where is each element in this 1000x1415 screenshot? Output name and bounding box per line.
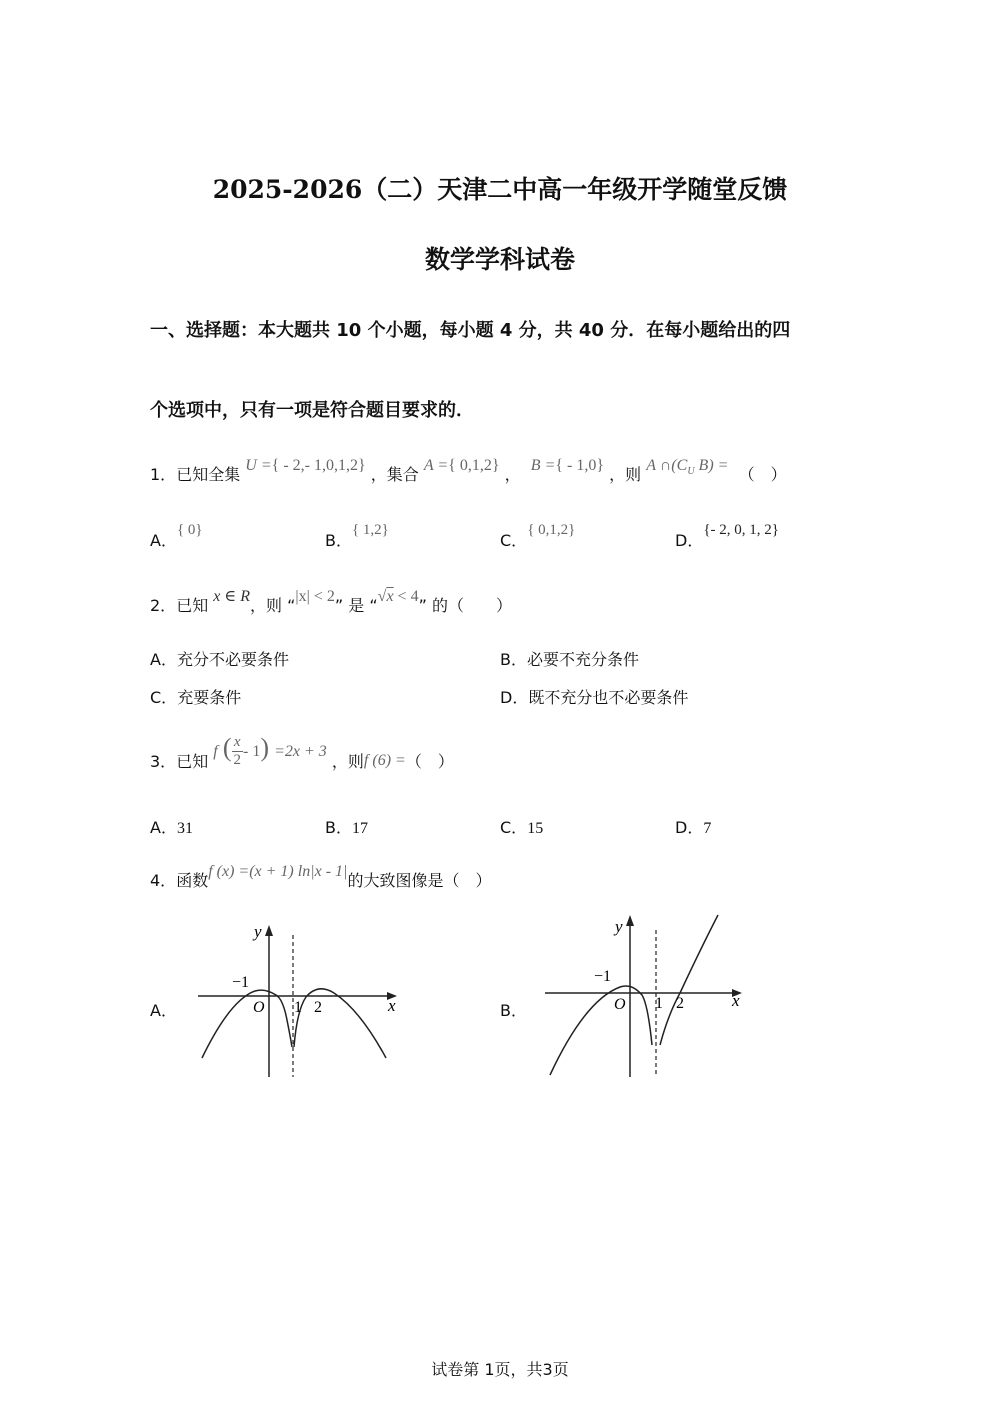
math-fraction: $\frac{x}{2}$: [233, 734, 242, 768]
math-U: U =: [245, 457, 272, 474]
option-label: B．: [325, 531, 352, 550]
q3-option-a: [150, 815, 193, 838]
question-text: ，: [504, 465, 521, 484]
graph-a: [190, 915, 410, 1085]
math-p1: |x| < 2: [295, 588, 335, 605]
question-3: 3．已知 f ( $\frac{x}{2}$ - 1) =2x + 3 ，则f (6) =（ ）: [150, 733, 454, 771]
option-label: D．: [675, 531, 704, 550]
question-text: 函数: [176, 871, 209, 890]
option-label: C．: [150, 688, 178, 707]
option-label: A．: [150, 818, 177, 837]
option-label: C．: [500, 531, 528, 550]
quote-close: ”: [334, 596, 344, 615]
y-label: y: [615, 917, 623, 936]
q1-option-b: [325, 522, 389, 551]
question-text: 已知全集: [176, 465, 241, 484]
option-value: {- 2, 0, 1, 2}: [703, 522, 779, 538]
question-number: 4．: [150, 871, 177, 890]
math-minus-one: - 1: [243, 743, 261, 760]
option-value: { 1,2}: [351, 522, 389, 538]
question-text: ，集合: [370, 465, 419, 484]
option-label: C．: [500, 818, 528, 837]
q2-option-d: [500, 685, 688, 708]
x-label: x: [732, 991, 740, 1010]
option-value: { 0}: [176, 522, 203, 538]
option-text: 充要条件: [177, 688, 242, 707]
q3-option-d: [675, 815, 711, 838]
tick-2: 2: [314, 999, 322, 1016]
quote-close: ”: [418, 596, 427, 615]
q4-option-b-label: B．: [500, 1001, 527, 1020]
option-label: A．: [150, 650, 177, 669]
question-number: 2．: [150, 596, 177, 615]
y-axis-arrow-icon: [265, 925, 273, 936]
q4-option-a-label: A．: [150, 1001, 177, 1020]
origin-label: O: [253, 999, 265, 1016]
option-value: 31: [176, 820, 193, 837]
math-p2: < 4: [393, 588, 419, 605]
q2-option-b: [500, 647, 639, 670]
math-A: A =: [423, 457, 449, 474]
section-heading-line1: 一、选择题：本大题共 10 个小题，每小题 4 分，共 40 分．在每小题给出的四: [150, 320, 791, 341]
math-B: B =: [530, 457, 556, 474]
answer-blank: （ ）: [738, 465, 787, 484]
option-label: B．: [325, 818, 352, 837]
math-subscript: U: [687, 466, 695, 478]
option-text: 必要不充分条件: [526, 650, 639, 669]
question-text: 的大致图像是（ ）: [347, 871, 492, 890]
option-value: { 0,1,2}: [527, 522, 576, 538]
q1-option-d: [675, 522, 779, 551]
graph-b: [540, 905, 755, 1085]
curve-right: [294, 989, 386, 1058]
question-text: ，则: [331, 752, 364, 771]
tick-neg1: −1: [594, 968, 612, 985]
option-label: D．: [675, 818, 704, 837]
math-ask: f (6) =: [363, 752, 406, 769]
answer-blank: （ ）: [405, 752, 454, 771]
tick-neg1: −1: [232, 974, 250, 991]
q3-option-b: [325, 815, 368, 838]
curve-left: [550, 986, 652, 1075]
page-footer: 试卷第 1页，共3页: [431, 1360, 569, 1379]
question-text: ，则: [250, 596, 283, 615]
question-number: 3．: [150, 752, 177, 771]
option-text: 既不充分也不必要条件: [528, 688, 689, 707]
q1-option-c: [500, 522, 576, 551]
question-text: 的（ ）: [431, 596, 512, 615]
question-number: 1．: [150, 465, 177, 484]
math-function: f (x) =(x + 1) ln|x - 1|: [208, 863, 348, 880]
option-label: A．: [150, 531, 177, 550]
option-value: 7: [703, 820, 712, 837]
tick-2: 2: [676, 995, 684, 1012]
exam-title-line2: 数学学科试卷: [424, 245, 575, 274]
exam-title-line1: 2025-2026（二）天津二中高一年级开学随堂反馈: [212, 175, 788, 204]
quote-open: “: [369, 596, 378, 615]
math-U-set: { - 2,- 1,0,1,2}: [271, 457, 366, 474]
origin-label: O: [614, 996, 626, 1013]
question-text: 已知: [176, 752, 209, 771]
option-value: 15: [527, 820, 544, 837]
math-rhs: =2x + 3: [274, 743, 327, 760]
section-heading-line2: 个选项中，只有一项是符合题目要求的．: [150, 400, 474, 421]
math-expression: A ∩(C: [646, 457, 688, 474]
question-2: [150, 588, 512, 616]
math-expression: B) =: [694, 457, 729, 474]
question-text: ，则: [609, 465, 642, 484]
sqrt-sign: √: [377, 588, 387, 605]
question-4: [150, 863, 492, 891]
quote-open: “: [287, 596, 296, 615]
option-label: B．: [500, 650, 527, 669]
option-value: 17: [351, 820, 368, 837]
q3-option-c: [500, 815, 543, 838]
math-radicand: x: [386, 588, 394, 605]
y-label: y: [254, 922, 262, 941]
curve-left: [202, 990, 292, 1058]
option-label: D．: [500, 688, 529, 707]
question-text: 已知: [176, 596, 209, 615]
curve-right: [660, 915, 718, 1045]
q1-option-a: [150, 522, 203, 551]
math-f: f: [213, 743, 218, 760]
x-label: x: [388, 996, 396, 1015]
q2-option-a: [150, 647, 289, 670]
math-condition: x ∈ R: [213, 588, 251, 605]
math-B-set: { - 1,0}: [555, 457, 605, 474]
question-1: [150, 457, 787, 487]
option-text: 充分不必要条件: [176, 650, 289, 669]
q2-option-c: [150, 685, 241, 708]
math-A-set: { 0,1,2}: [448, 457, 500, 474]
y-axis-arrow-icon: [626, 915, 634, 926]
question-text: 是: [348, 596, 365, 615]
tick-1: 1: [294, 999, 302, 1016]
tick-1: 1: [655, 995, 663, 1012]
